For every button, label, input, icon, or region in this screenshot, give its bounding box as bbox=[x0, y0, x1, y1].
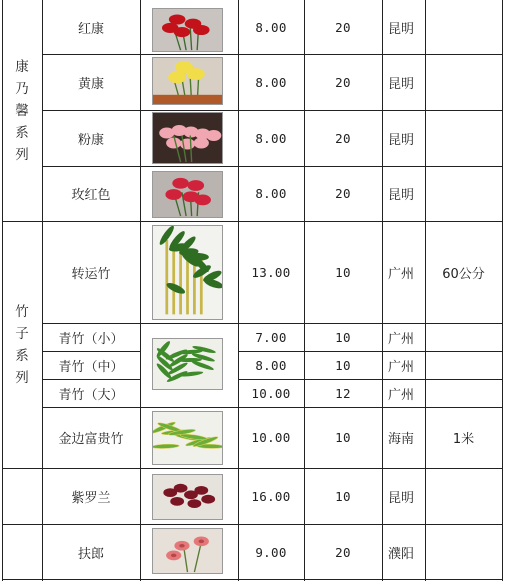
series-label bbox=[2, 524, 42, 580]
green-bamboo-photo-image bbox=[153, 339, 222, 389]
product-name: 粉康 bbox=[77, 132, 104, 148]
product-name: 青竹（小） bbox=[58, 331, 124, 347]
yellow-carnation-photo bbox=[152, 57, 223, 105]
origin-city: 广州 bbox=[388, 266, 415, 282]
specification bbox=[425, 323, 502, 351]
bundle-quantity: 10 bbox=[335, 264, 351, 280]
violet-stock-photo-image bbox=[153, 475, 222, 519]
specification bbox=[425, 166, 502, 221]
product-name: 扶郎 bbox=[77, 546, 104, 562]
pink-carnation-photo bbox=[152, 112, 223, 164]
table-border-line bbox=[140, 0, 141, 581]
specification bbox=[425, 524, 502, 580]
golden-edge-bamboo-photo-image bbox=[153, 412, 222, 464]
lucky-bamboo-photo bbox=[152, 225, 223, 320]
series-label-char: 乃 bbox=[15, 80, 29, 97]
specification bbox=[425, 110, 502, 166]
series-label-char: 康 bbox=[15, 58, 29, 75]
series-label-char: 列 bbox=[15, 369, 29, 386]
bundle-quantity: 20 bbox=[335, 544, 351, 560]
bundle-quantity: 10 bbox=[335, 357, 351, 373]
rose-red-carnation-photo bbox=[152, 171, 223, 218]
origin-city: 昆明 bbox=[388, 76, 415, 92]
bundle-quantity: 20 bbox=[335, 19, 351, 35]
golden-edge-bamboo-photo bbox=[152, 411, 223, 465]
bundle-quantity: 20 bbox=[335, 186, 351, 201]
series-label bbox=[2, 0, 42, 221]
series-label-char: 竹 bbox=[15, 303, 29, 320]
series-label-char: 列 bbox=[15, 146, 29, 163]
unit-price: 10.00 bbox=[251, 430, 291, 445]
bundle-quantity: 10 bbox=[335, 430, 351, 445]
origin-city: 广州 bbox=[388, 331, 415, 347]
product-name: 黄康 bbox=[77, 76, 104, 92]
specification bbox=[425, 0, 502, 54]
bundle-quantity: 20 bbox=[335, 130, 351, 146]
product-name: 青竹（大） bbox=[58, 387, 124, 403]
green-bamboo-photo bbox=[152, 338, 223, 390]
unit-price: 8.00 bbox=[255, 19, 287, 35]
series-label-char: 子 bbox=[15, 325, 29, 342]
table-border-line bbox=[140, 54, 239, 55]
red-carnation-photo bbox=[152, 8, 223, 52]
table-border-line bbox=[140, 468, 239, 469]
unit-price: 8.00 bbox=[255, 74, 287, 90]
table-border-line bbox=[140, 221, 239, 222]
unit-price: 8.00 bbox=[255, 357, 287, 373]
unit-price: 8.00 bbox=[255, 130, 287, 146]
unit-price: 16.00 bbox=[251, 488, 291, 504]
unit-price: 7.00 bbox=[255, 329, 287, 345]
product-name: 紫罗兰 bbox=[71, 490, 111, 506]
origin-city: 广州 bbox=[388, 387, 415, 403]
specification bbox=[425, 468, 502, 524]
table-border-line bbox=[140, 110, 239, 111]
table-border-line bbox=[140, 407, 239, 408]
bundle-quantity: 10 bbox=[335, 488, 351, 504]
red-carnation-photo-image bbox=[153, 9, 222, 51]
series-label-char: 系 bbox=[15, 347, 29, 364]
origin-city: 昆明 bbox=[388, 21, 415, 37]
series-label-char: 系 bbox=[15, 124, 29, 141]
yellow-carnation-photo-image bbox=[153, 58, 222, 104]
gerbera-photo bbox=[152, 528, 223, 574]
rose-red-carnation-photo-image bbox=[153, 172, 222, 217]
origin-city: 濮阳 bbox=[388, 546, 415, 562]
product-name: 红康 bbox=[77, 21, 104, 37]
specification bbox=[425, 379, 502, 407]
lucky-bamboo-photo-image bbox=[153, 226, 222, 319]
origin-city: 昆明 bbox=[388, 132, 415, 148]
product-name: 金边富贵竹 bbox=[58, 432, 124, 447]
bundle-quantity: 10 bbox=[335, 329, 351, 345]
origin-city: 昆明 bbox=[388, 188, 415, 203]
violet-stock-photo bbox=[152, 474, 223, 520]
gerbera-photo-image bbox=[153, 529, 222, 573]
unit-price: 13.00 bbox=[251, 264, 291, 280]
unit-price: 10.00 bbox=[251, 385, 291, 401]
specification: 1米 bbox=[452, 432, 475, 447]
table-border-line bbox=[140, 524, 239, 525]
bundle-quantity: 20 bbox=[335, 74, 351, 90]
specification: 60公分 bbox=[442, 266, 485, 282]
specification bbox=[425, 351, 502, 379]
series-label bbox=[2, 468, 42, 524]
bundle-quantity: 12 bbox=[335, 385, 351, 401]
specification bbox=[425, 54, 502, 110]
origin-city: 昆明 bbox=[388, 490, 415, 506]
product-name: 转运竹 bbox=[71, 266, 111, 282]
series-label-char: 馨 bbox=[15, 102, 29, 119]
unit-price: 8.00 bbox=[255, 186, 287, 201]
product-name: 青竹（中） bbox=[58, 359, 124, 375]
unit-price: 9.00 bbox=[255, 544, 287, 560]
origin-city: 海南 bbox=[388, 432, 415, 447]
table-border-line bbox=[140, 166, 239, 167]
origin-city: 广州 bbox=[388, 359, 415, 375]
series-label bbox=[2, 221, 42, 468]
product-name: 玫红色 bbox=[71, 188, 111, 203]
table-border-line bbox=[502, 0, 503, 581]
table-border-line bbox=[140, 323, 239, 324]
pink-carnation-photo-image bbox=[153, 113, 222, 163]
